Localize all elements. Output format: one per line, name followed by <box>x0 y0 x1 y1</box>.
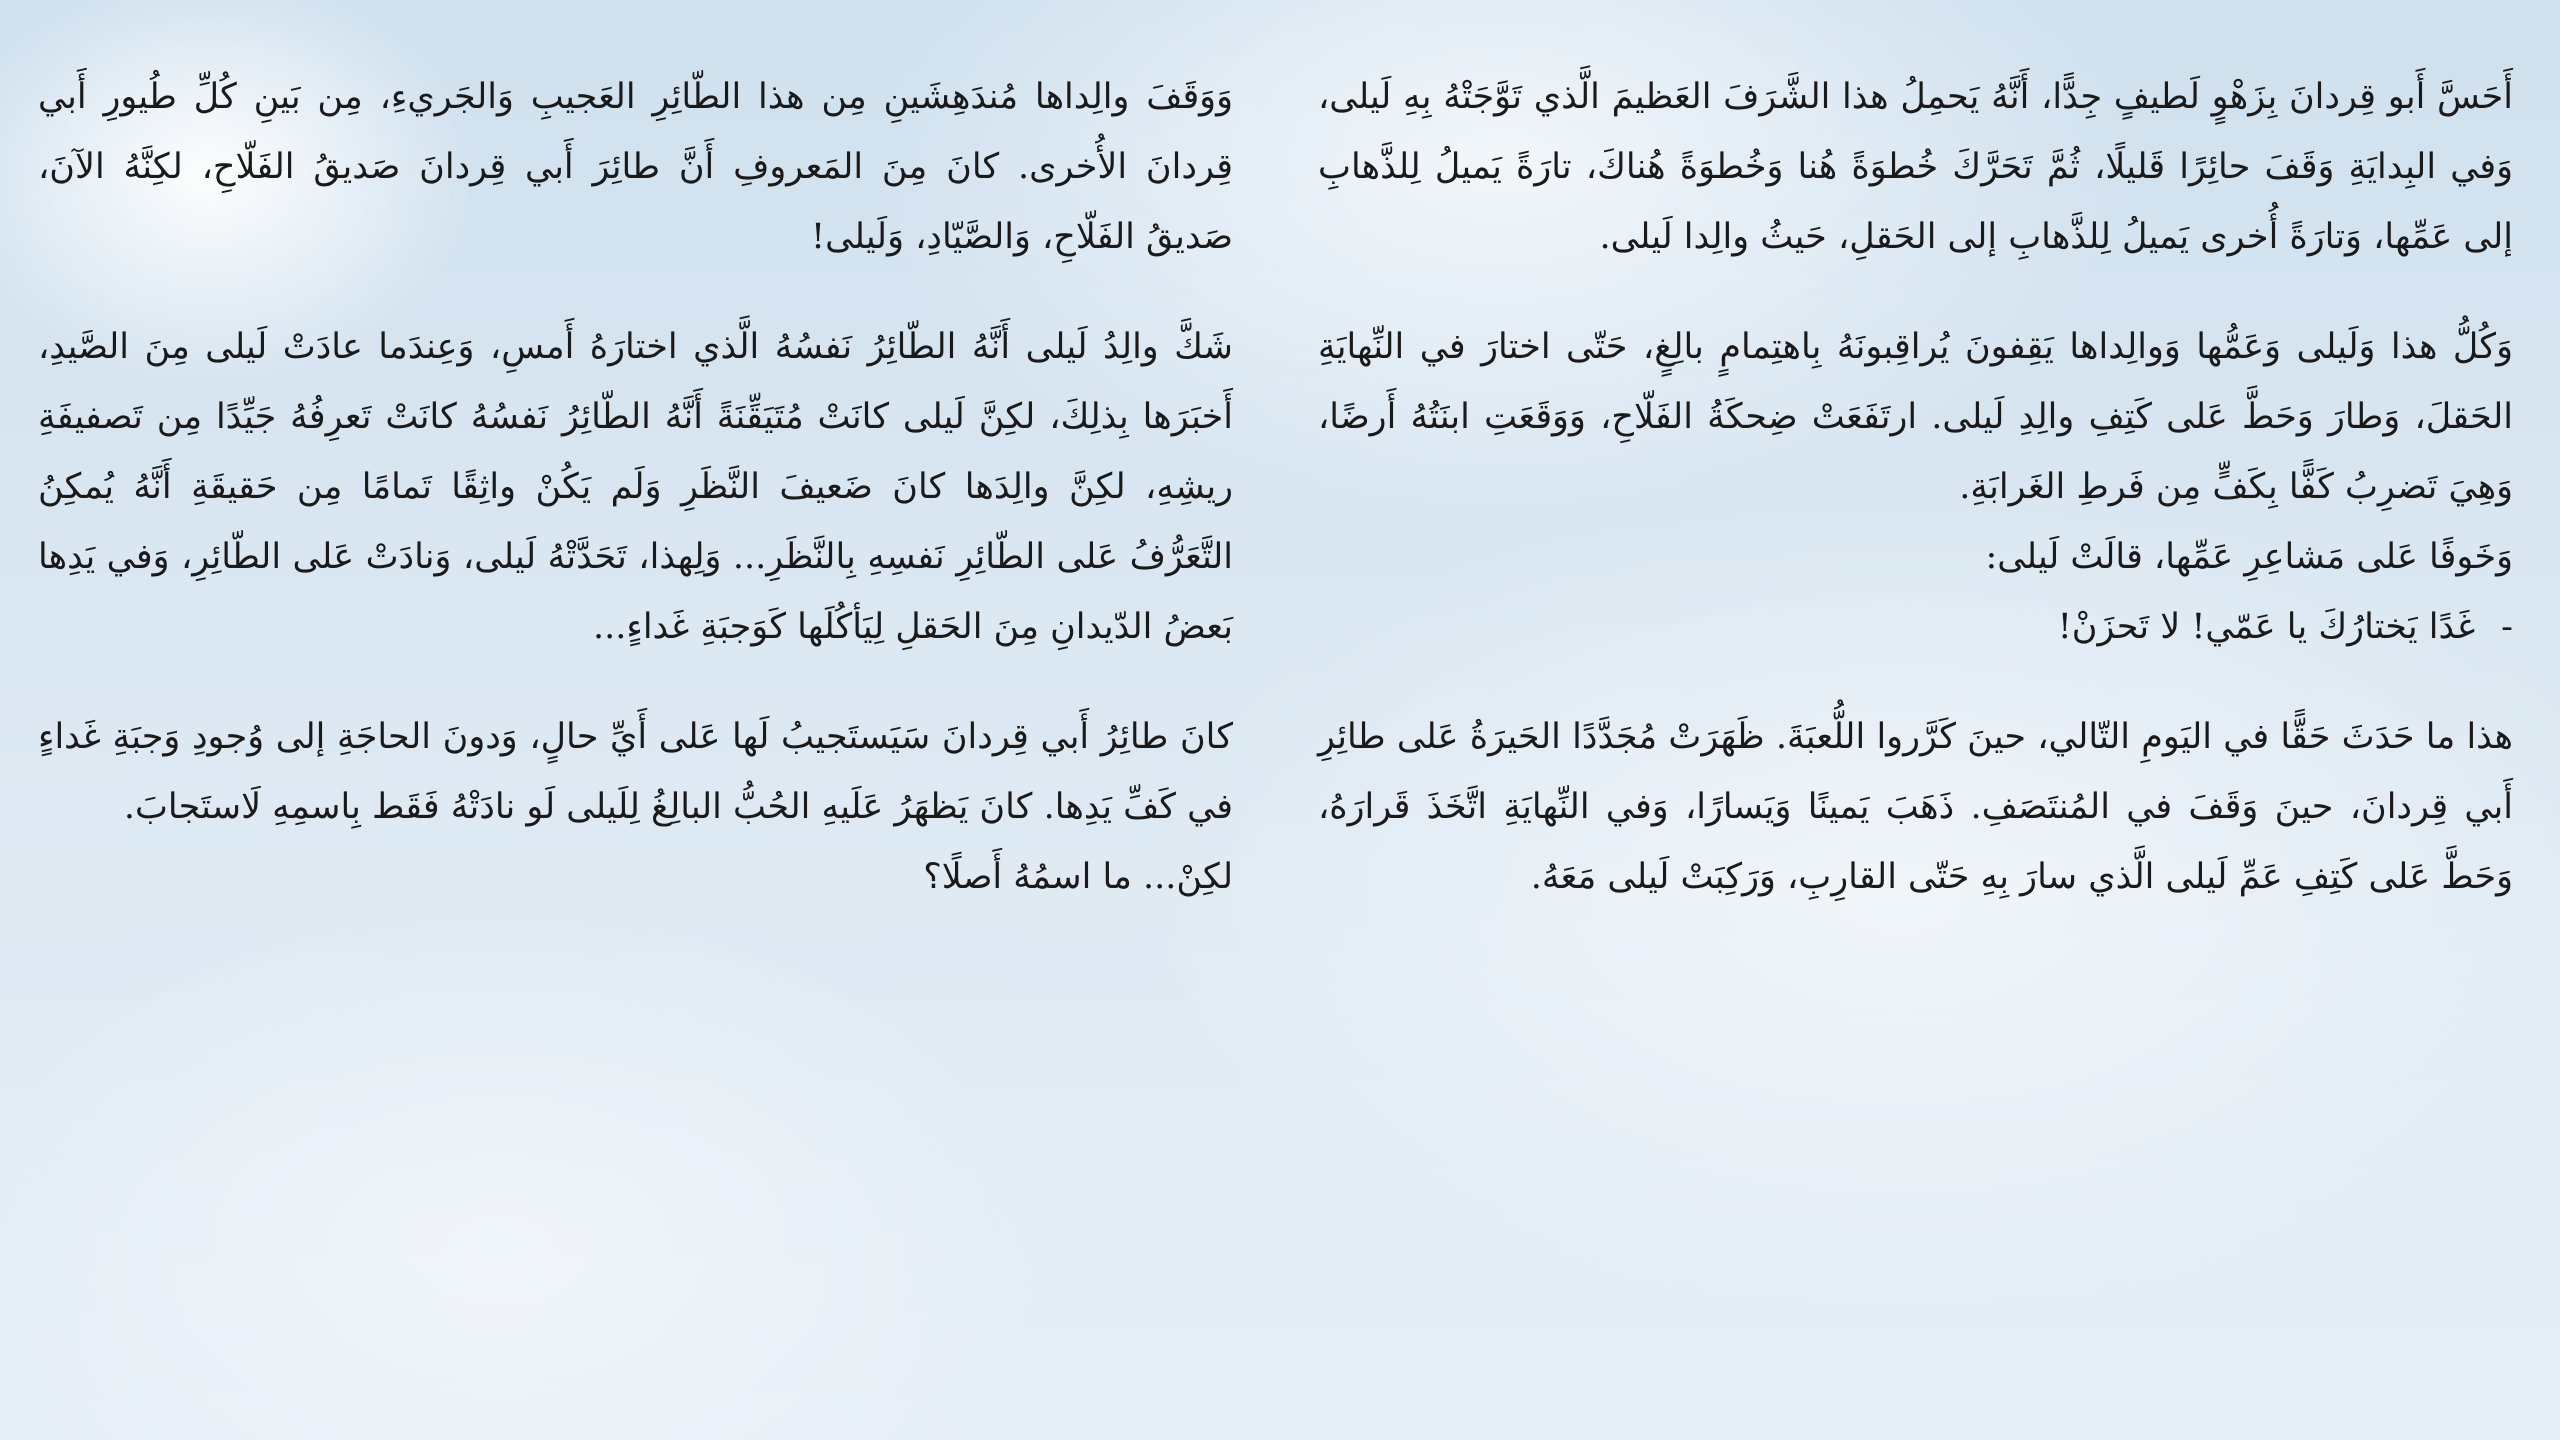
left-paragraph-3: كانَ طائِرُ أَبي قِردانَ سَيَستَجيبُ لَها عَلى أَيِّ حالٍ، وَدونَ الحاجَةِ إلى وُجودِ وَجبَةِ غَداءٍ في كَفِّ يَدِها. كانَ يَظهَرُ عَلَيهِ الحُبُّ البالِغُ لِلَيلى لَو نادَتْهُ فَقَط بِاسمِهِ لَاستَجابَ. <box>38 717 1233 827</box>
dialogue-text: غَدًا يَختارُكَ يا عَمّي! لا تَحزَنْ! <box>2057 607 2476 647</box>
left-paragraph-1: وَوَقَفَ والِداها مُندَهِشَينِ مِن هذا الطّائِرِ العَجيبِ وَالجَريءِ، مِن بَينِ كُلِّ طُيورِ أَبي قِردانَ الأُخرى. كانَ مِنَ المَعروفِ أَنَّ طائِرَ أَبي قِردانَ صَديقُ الفَلّاحِ، لكِنَّهُ الآنَ، صَديقُ الفَلّاحِ، وَالصَّيّادِ، وَلَيلى! <box>38 77 1233 257</box>
right-paragraph-4: هذا ما حَدَثَ حَقًّا في اليَومِ التّالي، حينَ كَرَّروا اللُّعبَةَ. ظَهَرَتْ مُجَدَّدًا الحَيرَةُ عَلى طائِرِ أَبي قِردانَ، حينَ وَقَفَ في المُنتَصَفِ. ذَهَبَ يَمينًا وَيَسارًا، وَفي النِّهايَةِ اتَّخَذَ قَرارَهُ، وَحَطَّ عَلى كَتِفِ عَمِّ لَيلى الَّذي سارَ بِهِ حَتّى القارِبِ، وَرَكِبَتْ لَيلى مَعَهُ. <box>1318 717 2513 897</box>
left-page <box>38 62 1233 952</box>
left-paragraph-4: لكِنْ... ما اسمُهُ أَصلًا؟ <box>923 857 1233 897</box>
right-page <box>1318 62 2513 952</box>
dialogue-line <box>1318 592 2513 662</box>
dialogue-dash: - <box>2501 607 2513 647</box>
right-paragraph-2: وَكُلُّ هذا وَلَيلى وَعَمُّها وَوالِداها يَقِفونَ يُراقِبونَهُ بِاهتِمامٍ بالِغٍ، حَتّى اختارَ في النِّهايَةِ الحَقلَ، وَطارَ وَحَطَّ عَلى كَتِفِ والِدِ لَيلى. ارتَفَعَتْ ضِحكَةُ الفَلّاحِ، وَوَقَعَتِ ابنَتُهُ أَرضًا، وَهِيَ تَضرِبُ كَفًّا بِكَفٍّ مِن فَرطِ الغَرابَةِ. <box>1318 327 2513 507</box>
right-paragraph-3: وَخَوفًا عَلى مَشاعِرِ عَمِّها، قالَتْ لَيلى: <box>1985 537 2513 577</box>
left-paragraph-2: شَكَّ والِدُ لَيلى أَنَّهُ الطّائِرُ نَفسُهُ الَّذي اختارَهُ أَمسِ، وَعِندَما عادَتْ لَيلى مِنَ الصَّيدِ، أَخبَرَها بِذلِكَ، لكِنَّ لَيلى كانَتْ مُتَيَقِّنَةً أَنَّهُ الطّائِرُ نَفسُهُ كانَتْ تَعرِفُهُ جَيِّدًا مِن تَصفيفَةِ ريشِهِ، لكِنَّ والِدَها كانَ ضَعيفَ النَّظَرِ وَلَم يَكُنْ واثِقًا تَمامًا مِن حَقيقَةِ أَنَّهُ يُمكِنُ التَّعَرُّفُ عَلى الطّائِرِ نَفسِهِ بِالنَّظَرِ... وَلِهذا، تَحَدَّتْهُ لَيلى، وَنادَتْ عَلى الطّائِرِ، وَفي يَدِها بَعضُ الدّيدانِ مِنَ الحَقلِ لِيَأكُلَها كَوَجبَةِ غَداءٍ... <box>38 327 1233 647</box>
right-paragraph-1: أَحَسَّ أَبو قِردانَ بِزَهْوٍ لَطيفٍ جِدًّا، أَنَّهُ يَحمِلُ هذا الشَّرَفَ العَظيمَ الَّذي تَوَّجَتْهُ بِهِ لَيلى، وَفي البِدايَةِ وَقَفَ حائِرًا قَليلًا، ثُمَّ تَحَرَّكَ خُطوَةً هُنا وَخُطوَةً هُناكَ، تارَةً يَميلُ لِلذَّهابِ إلى عَمِّها، وَتارَةً أُخرى يَميلُ لِلذَّهابِ إلى الحَقلِ، حَيثُ والِدا لَيلى. <box>1318 77 2513 257</box>
